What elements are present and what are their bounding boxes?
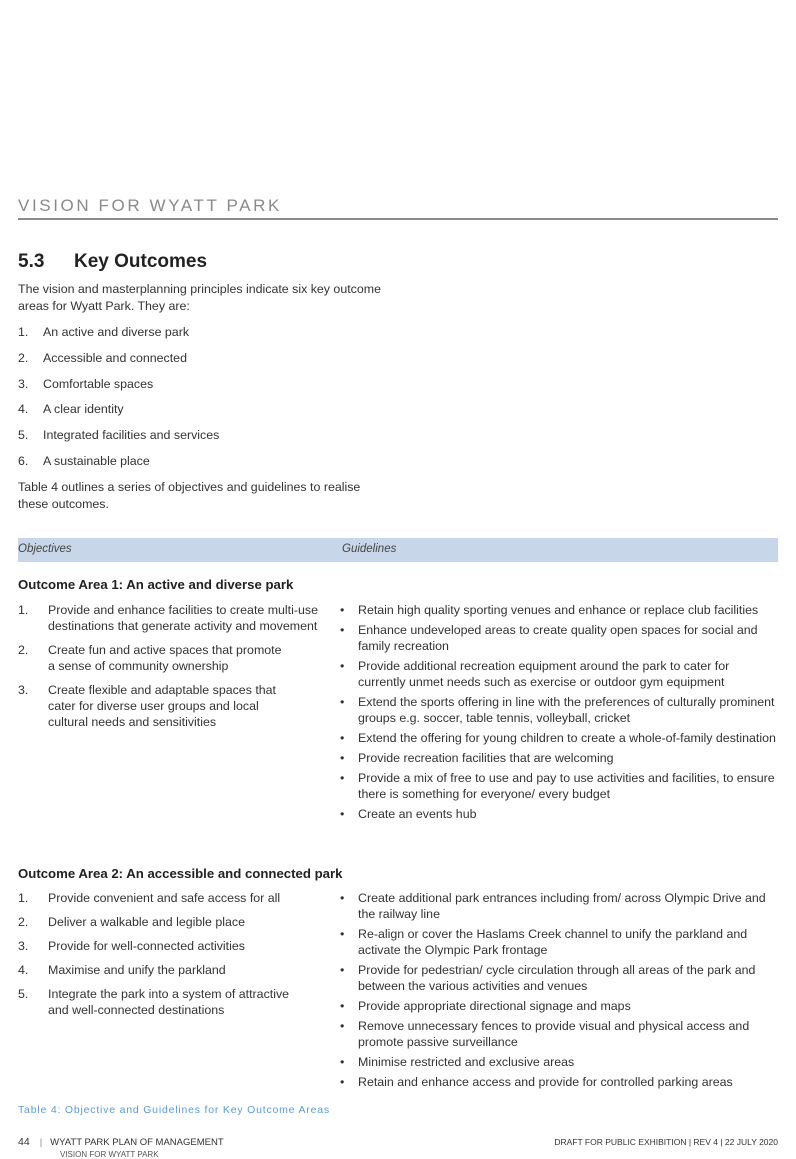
header-rule — [18, 218, 778, 220]
list-item — [18, 350, 398, 376]
guideline-text: Provide for pedestrian/ cycle circulation through all areas of the park and between the various activities and venues — [358, 963, 756, 993]
objective-number: 3. — [18, 939, 29, 953]
guideline-text: Remove unnecessary fences to provide visual and physical access and promote passive surveillance — [358, 1019, 750, 1049]
objective-number: 2. — [18, 643, 29, 657]
objective-text: Create fun and active spaces that promote a sense of community ownership — [48, 643, 282, 673]
guideline-item — [340, 658, 778, 690]
bullet-icon: • — [340, 751, 345, 765]
guideline-text: Minimise restricted and exclusive areas — [358, 1055, 575, 1069]
guideline-item — [340, 622, 778, 654]
table-intro-paragraph: Table 4 outlines a series of objectives and guidelines to realise these outcomes. — [18, 480, 361, 511]
guideline-item — [340, 890, 778, 922]
list-number: 5. — [18, 428, 29, 443]
section-number: 5.3 — [18, 251, 45, 272]
objective-text: Deliver a walkable and legible place — [48, 915, 245, 929]
list-item — [18, 376, 398, 402]
header-objectives: Objectives — [18, 543, 72, 555]
bullet-icon: • — [340, 603, 345, 617]
footer-subtitle: VISION FOR WYATT PARK — [60, 1150, 159, 1159]
bullet-icon: • — [340, 1055, 345, 1069]
outcome-area-1-guidelines — [340, 602, 778, 826]
section-heading — [18, 251, 207, 273]
objective-number: 1. — [18, 603, 29, 617]
guideline-item — [340, 962, 778, 994]
guideline-item — [340, 1054, 778, 1070]
list-text: An active and diverse park — [43, 325, 190, 339]
bullet-icon: • — [340, 695, 345, 709]
bullet-icon: • — [340, 927, 345, 941]
objective-number: 3. — [18, 683, 29, 697]
guideline-item — [340, 806, 778, 822]
guideline-item — [340, 730, 778, 746]
objective-text: Maximise and unify the parkland — [48, 963, 226, 977]
list-item — [18, 401, 398, 427]
list-text: A clear identity — [43, 402, 124, 417]
table-caption: Table 4: Objective and Guidelines for Key Outcome Areas — [18, 1104, 330, 1116]
objective-item — [18, 962, 328, 978]
bullet-icon: • — [340, 963, 345, 977]
objective-text: Provide for well-connected activities — [48, 939, 245, 953]
outcome-area-2-title: Outcome Area 2: An accessible and connected park — [18, 866, 343, 881]
bullet-icon: • — [340, 999, 345, 1013]
list-text: Integrated facilities and services — [43, 428, 220, 443]
objective-item — [18, 938, 328, 954]
objective-number: 2. — [18, 915, 29, 929]
list-text: Accessible and connected — [43, 350, 187, 365]
list-number: 1. — [18, 325, 29, 339]
bullet-icon: • — [340, 891, 345, 905]
guideline-text: Enhance undeveloped areas to create quality open spaces for social and family recreation — [358, 623, 758, 653]
list-item — [18, 324, 398, 350]
guideline-text: Extend the offering for young children to create a whole-of-family destination — [358, 731, 776, 745]
bullet-icon: • — [340, 623, 345, 637]
objective-text: Provide and enhance facilities to create multi-use destinations that generate activity and movement — [48, 603, 318, 633]
objective-item — [18, 890, 328, 906]
guideline-text: Extend the sports offering in line with the preferences of culturally prominent groups e.g. soccer, table tennis, volleyball, cricket — [358, 695, 775, 725]
outcome-area-1-title: Outcome Area 1: An active and diverse park — [18, 577, 294, 592]
outcome-area-2-objectives — [18, 890, 328, 1026]
page-number: 44 — [18, 1136, 30, 1148]
guideline-item — [340, 1018, 778, 1050]
outcomes-list — [18, 324, 398, 479]
outcome-area-1-objectives — [18, 602, 328, 738]
objective-text: Create flexible and adaptable spaces that cater for diverse user groups and local cultural needs and sensitivities — [48, 683, 277, 729]
section-title: Key Outcomes — [74, 251, 208, 272]
objective-item — [18, 986, 303, 1018]
intro-paragraph: The vision and masterplanning principles indicate six key outcome areas for Wyatt Park. They are: — [18, 282, 381, 313]
objective-item — [18, 642, 288, 674]
objective-item — [18, 602, 328, 634]
list-number: 3. — [18, 376, 29, 391]
bullet-icon: • — [340, 807, 345, 821]
guideline-text: Create additional park entrances including from/ across Olympic Drive and the railway line — [358, 891, 766, 921]
guideline-item — [340, 926, 778, 958]
bullet-icon: • — [340, 659, 345, 673]
section-header-title: VISION FOR WYATT PARK — [18, 196, 282, 215]
guideline-item — [340, 750, 778, 766]
footer-document-title: WYATT PARK PLAN OF MANAGEMENT — [50, 1137, 224, 1148]
footer-separator: | — [39, 1137, 43, 1148]
outcome-area-2-guidelines — [340, 890, 778, 1094]
guideline-text: Retain and enhance access and provide for controlled parking areas — [358, 1075, 733, 1089]
objective-item — [18, 682, 288, 730]
list-number: 2. — [18, 350, 29, 365]
objective-number: 5. — [18, 987, 29, 1001]
objective-text: Provide convenient and safe access for all — [48, 891, 281, 905]
objective-text: Integrate the park into a system of attractive and well-connected destinations — [48, 987, 290, 1017]
bullet-icon: • — [340, 771, 345, 785]
guideline-item — [340, 1074, 778, 1090]
list-text: A sustainable place — [43, 453, 150, 468]
list-item — [18, 453, 398, 479]
objective-item — [18, 914, 328, 930]
bullet-icon: • — [340, 731, 345, 745]
list-number: 4. — [18, 402, 29, 417]
list-number: 6. — [18, 453, 29, 468]
bullet-icon: • — [340, 1075, 345, 1089]
bullet-icon: • — [340, 1019, 345, 1033]
guideline-text: Provide recreation facilities that are welcoming — [358, 751, 614, 765]
guideline-text: Re-align or cover the Haslams Creek channel to unify the parkland and activate the Olympic Park frontage — [358, 927, 748, 957]
guideline-text: Retain high quality sporting venues and enhance or replace club facilities — [358, 603, 759, 617]
guideline-item — [340, 694, 778, 726]
guideline-text: Create an events hub — [358, 807, 477, 821]
guideline-item — [340, 998, 778, 1014]
list-item — [18, 427, 398, 453]
guideline-text: Provide a mix of free to use and pay to use activities and facilities, to ensure there is something for everyone/ every budget — [358, 771, 775, 801]
list-text: Comfortable spaces — [43, 376, 154, 391]
table-header — [18, 538, 778, 562]
footer-right: DRAFT FOR PUBLIC EXHIBITION | REV 4 | 22 JULY 2020 — [554, 1137, 778, 1147]
objective-number: 4. — [18, 963, 29, 977]
guideline-text: Provide additional recreation equipment around the park to cater for currently unmet needs such as exercise or outdoor gym equipment — [358, 659, 730, 689]
header-guidelines: Guidelines — [342, 543, 397, 555]
objective-number: 1. — [18, 891, 29, 905]
footer-left — [18, 1136, 224, 1148]
guideline-item — [340, 602, 778, 618]
guideline-item — [340, 770, 778, 802]
guideline-text: Provide appropriate directional signage and maps — [358, 999, 631, 1013]
